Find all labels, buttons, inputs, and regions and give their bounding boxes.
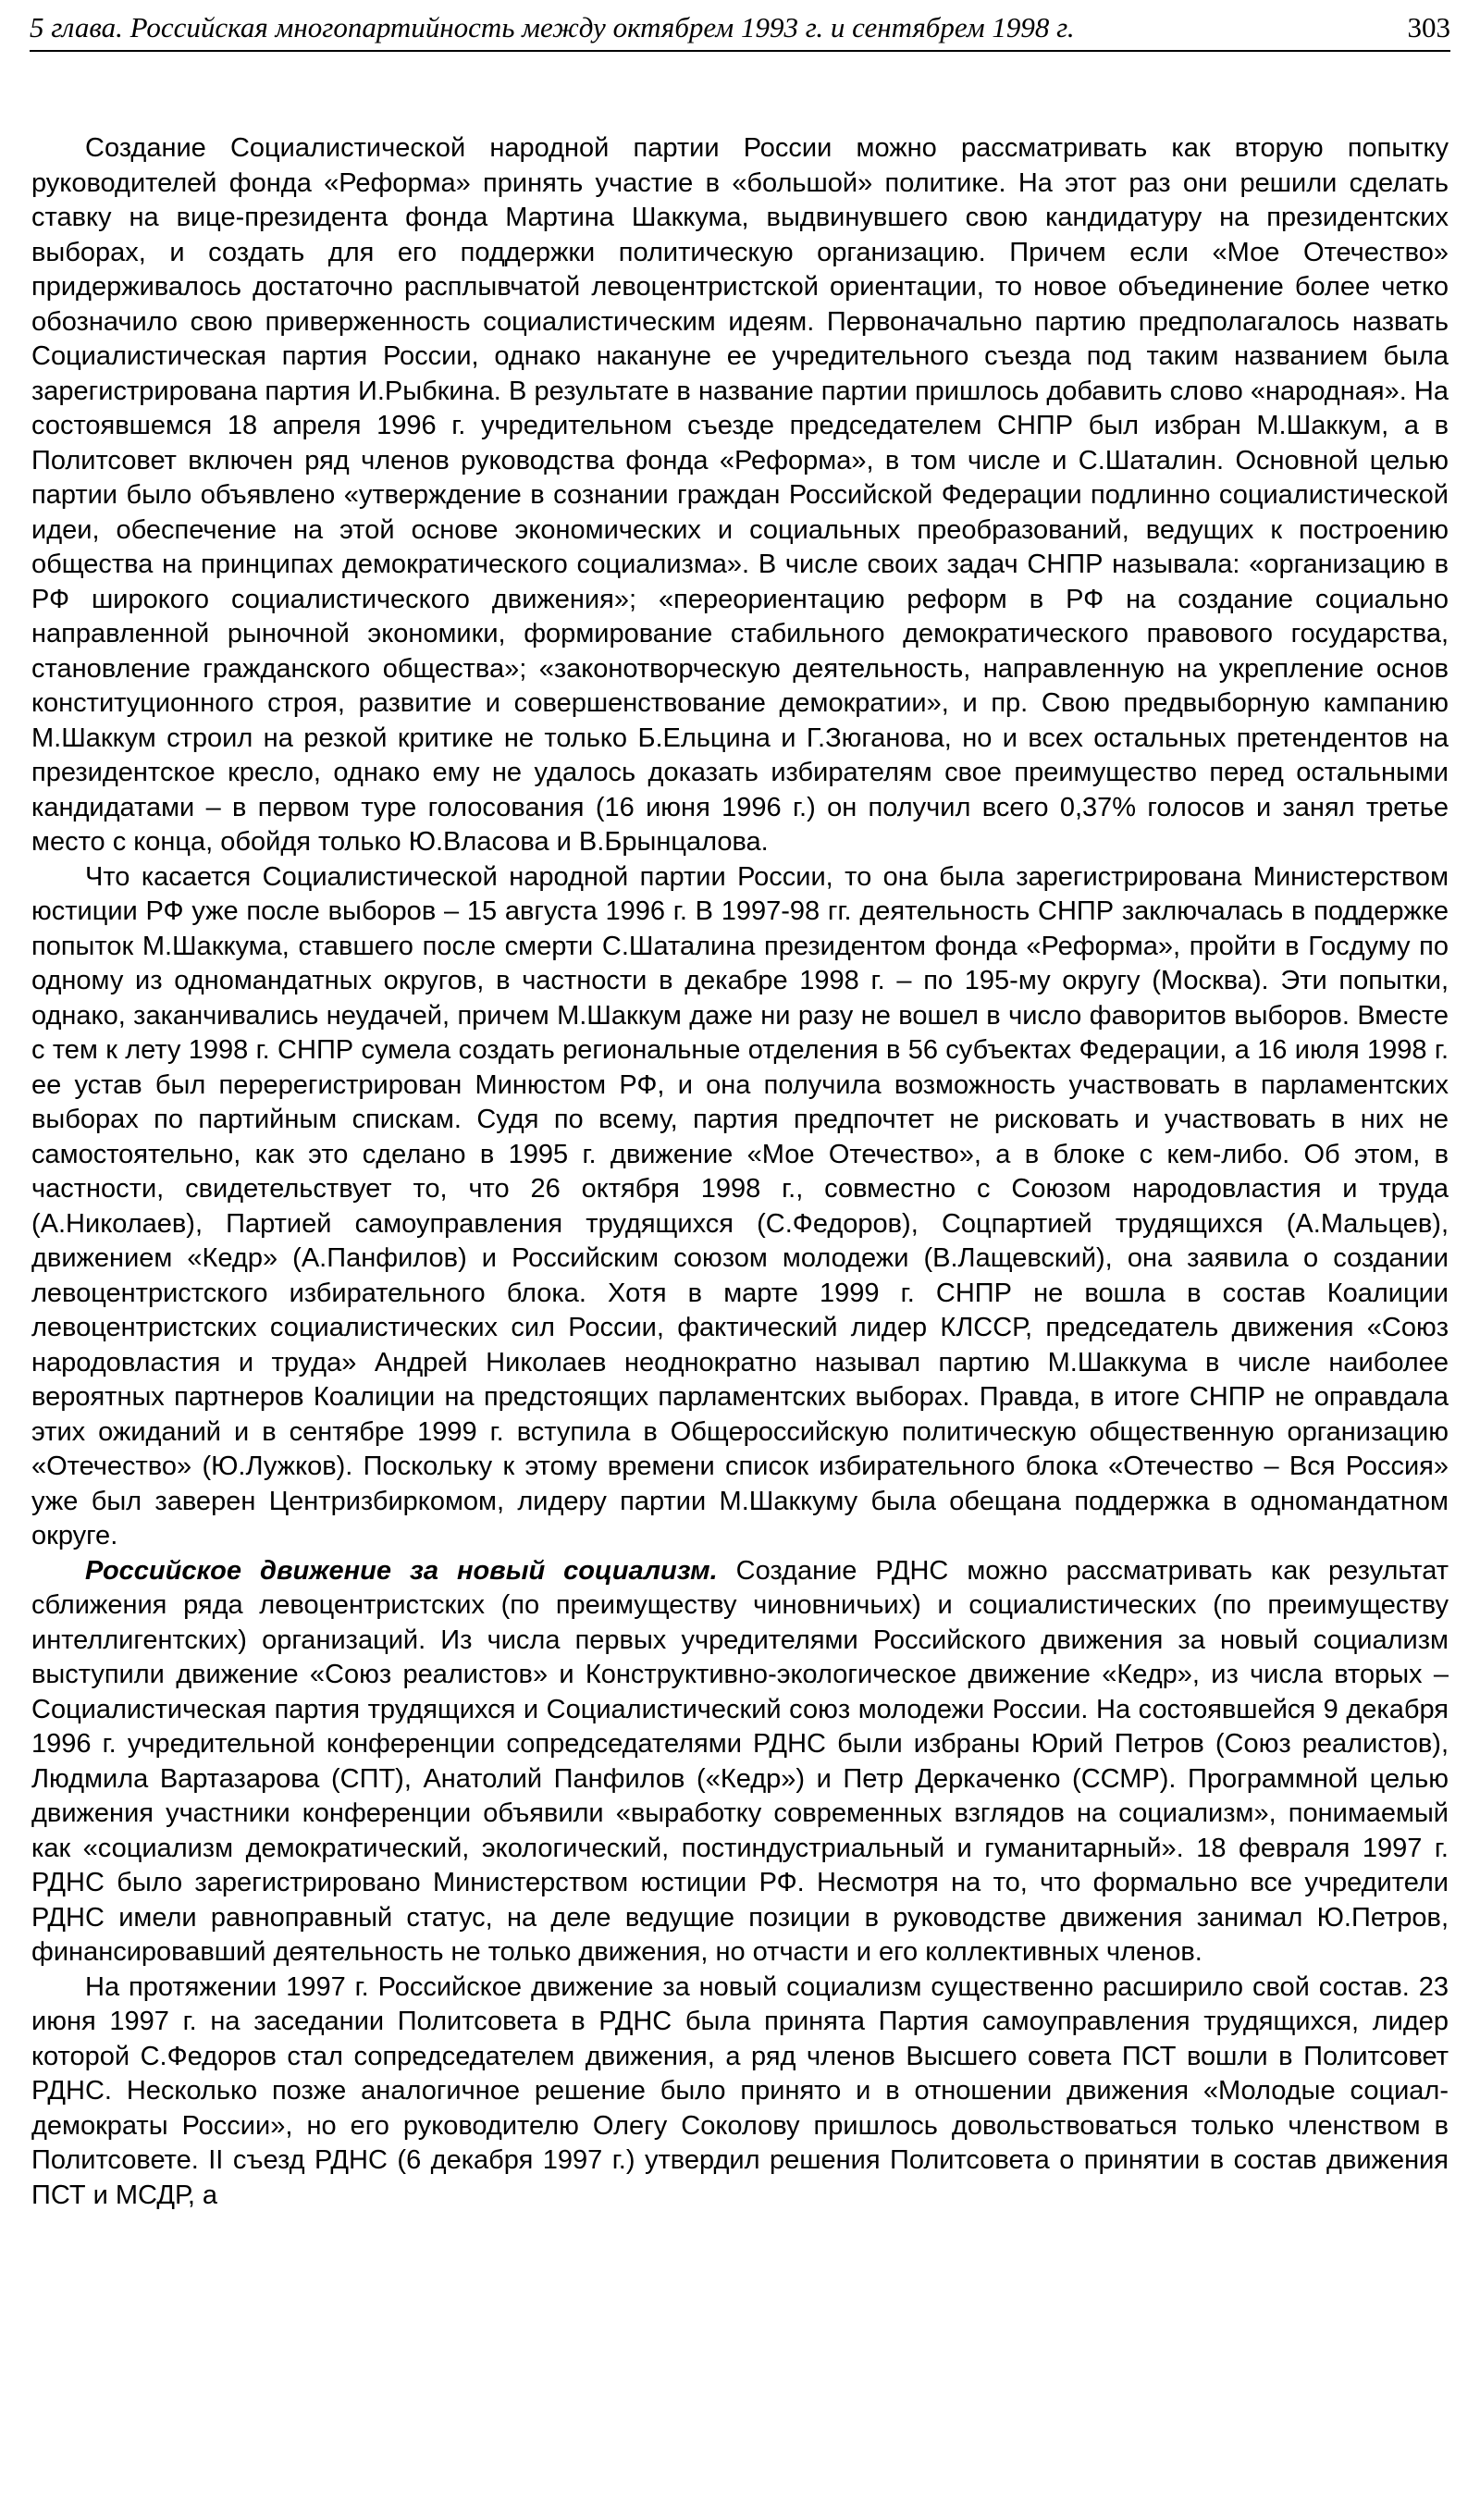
running-title: 5 глава. Российская многопартийность между октябрем 1993 г. и сентябрем 1998 г. (30, 11, 1075, 43)
paragraph-text: Создание РДНС можно рассматривать как результат сближения ряда левоцентристских (по преимуществу чиновничьих) и социалистических (по преимуществу интеллигентских) организаций. Из числа первых учредителями Российского движения за новый социализм выступили движение «Союз реалистов» и Конструктивно-экологическое движение «Кедр», из числа вторых – Социалистическая партия трудящихся и Социалистический союз молодежи России. На состоявшейся 9 декабря 1996 г. учредительной конференции сопредседателями РДНС были избраны Юрий Петров (Союз реалистов), Людмила Вартазарова (СПТ), Анатолий Панфилов («Кедр») и Петр Деркаченко (ССМР). Программной целью движения участники конференции объявили «выработку современных взглядов на социализм», понимаемый как «социализм демократический, экологический, постиндустриальный и гуманитарный». 18 февраля 1997 г. РДНС было зарегистрировано Министерством юстиции РФ. Несмотря на то, что формально все учредители РДНС имели равноправный статус, на деле ведущие позиции в руководстве движения занимал Ю.Петров, финансировавший деятельность не только движения, но отчасти и его коллективных членов. (31, 1555, 1449, 1967)
paragraph (31, 131, 1449, 860)
paragraph (31, 1554, 1449, 1970)
paragraph-text: Что касается Социалистической народной партии России, то она была зарегистрирована Министерством юстиции РФ уже после выборов – 15 августа 1996 г. В 1997-98 гг. деятельность СНПР заключалась в поддержке попыток М.Шаккума, ставшего после смерти С.Шаталина президентом фонда «Реформа», пройти в Госдуму по одному из одномандатных округов, в частности в декабре 1998 г. – по 195-му округу (Москва). Эти попытки, однако, заканчивались неудачей, причем М.Шаккум даже ни разу не вошел в число фаворитов выборов. Вместе с тем к лету 1998 г. СНПР сумела создать региональные отделения в 56 субъектах Федерации, а 16 июля 1998 г. ее устав был перерегистрирован Минюстом РФ, и она получила возможность участвовать в парламентских выборах по партийным спискам. Судя по всему, партия предпочтет не рисковать и участвовать в них не самостоятельно, как это сделано в 1995 г. движение «Мое Отечество», а в блоке с кем-либо. Об этом, в частности, свидетельствует то, что 26 октября 1998 г., совместно с Союзом народовластия и труда (А.Николаев), Партией самоуправления трудящихся (С.Федоров), Соцпартией трудящихся (А.Мальцев), движением «Кедр» (А.Панфилов) и Российским союзом молодежи (В.Лащевский), она заявила о создании левоцентристского избирательного блока. Хотя в марте 1999 г. СНПР не вошла в состав Коалиции левоцентристских социалистических сил России, фактический лидер КЛССР, председатель движения «Союз народовластия и труда» Андрей Николаев неоднократно называл партию М.Шаккума в числе наиболее вероятных партнеров Коалиции на предстоящих парламентских выборах. Правда, в итоге СНПР не оправдала этих ожиданий и в сентябре 1999 г. вступила в Общероссийскую политическую общественную организацию «Отечество» (Ю.Лужков). Поскольку к этому времени список избирательного блока «Отечество – Вся Россия» уже был заверен Центризбиркомом, лидеру партии М.Шаккуму была обещана поддержка в одномандатном округе. (31, 861, 1449, 1550)
paragraph (31, 860, 1449, 1554)
body-text (31, 131, 1449, 2213)
paragraph (31, 1970, 1449, 2214)
section-run-in-heading: Российское движение за новый социализм. (85, 1555, 718, 1586)
page-number: 303 (1407, 11, 1450, 43)
paragraph-text: Создание Социалистической народной партии России можно рассматривать как вторую попытку руководителей фонда «Реформа» принять участие в «большой» политике. На этот раз они решили сделать ставку на вице-президента фонда Мартина Шаккума, выдвинувшего свою кандидатуру на президентских выборах, и создать для его поддержки политическую организацию. Причем если «Мое Отечество» придерживалось достаточно расплывчатой левоцентристской ориентации, то новое объединение более четко обозначило свою приверженность социалистическим идеям. Первоначально партию предполагалось назвать Социалистическая партия России, однако накануне ее учредительного съезда под таким названием была зарегистрирована партия И.Рыбкина. В результате в название партии пришлось добавить слово «народная». На состоявшемся 18 апреля 1996 г. учредительном съезде председателем СНПР был избран М.Шаккум, а в Политсовет включен ряд членов руководства фонда «Реформа», в том числе и С.Шаталин. Основной целью партии было объявлено «утверждение в сознании граждан Российской Федерации подлинно социалистической идеи, обеспечение на этой основе экономических и социальных преобразований, ведущих к построению общества на принципах демократического социализма». В числе своих задач СНПР называла: «организацию в РФ широкого социалистического движения»; «переориентацию реформ в РФ на создание социально направленной рыночной экономики, формирование стабильного демократического правового государства, становление гражданского общества»; «законотворческую деятельность, направленную на укрепление основ конституционного строя, развитие и совершенствование демократии», и пр. Свою предвыборную кампанию М.Шаккум строил на резкой критике не только Б.Ельцина и Г.Зюганова, но и всех остальных претендентов на президентское кресло, однако ему не удалось доказать избирателям свое преимущество перед остальными кандидатами – в первом туре голосования (16 июня 1996 г.) он получил всего 0,37% голосов и занял третье место с конца, обойдя только Ю.Власова и В.Брынцалова. (31, 133, 1449, 857)
running-header (30, 6, 1450, 52)
paragraph-text: На протяжении 1997 г. Российское движение за новый социализм существенно расширило свой состав. 23 июня 1997 г. на заседании Политсовета в РДНС была принята Партия самоуправления трудящихся, лидер которой С.Федоров стал сопредседателем движения, а ряд членов Высшего совета ПСТ вошли в Политсовет РДНС. Несколько позже аналогичное решение было принято и в отношении движения «Молодые социал-демократы России», но его руководителю Олегу Соколову пришлось довольствоваться только членством в Политсовете. II съезд РДНС (6 декабря 1997 г.) утвердил решения Политсовета о принятии в состав движения ПСТ и МСДР, а (31, 1971, 1449, 2210)
